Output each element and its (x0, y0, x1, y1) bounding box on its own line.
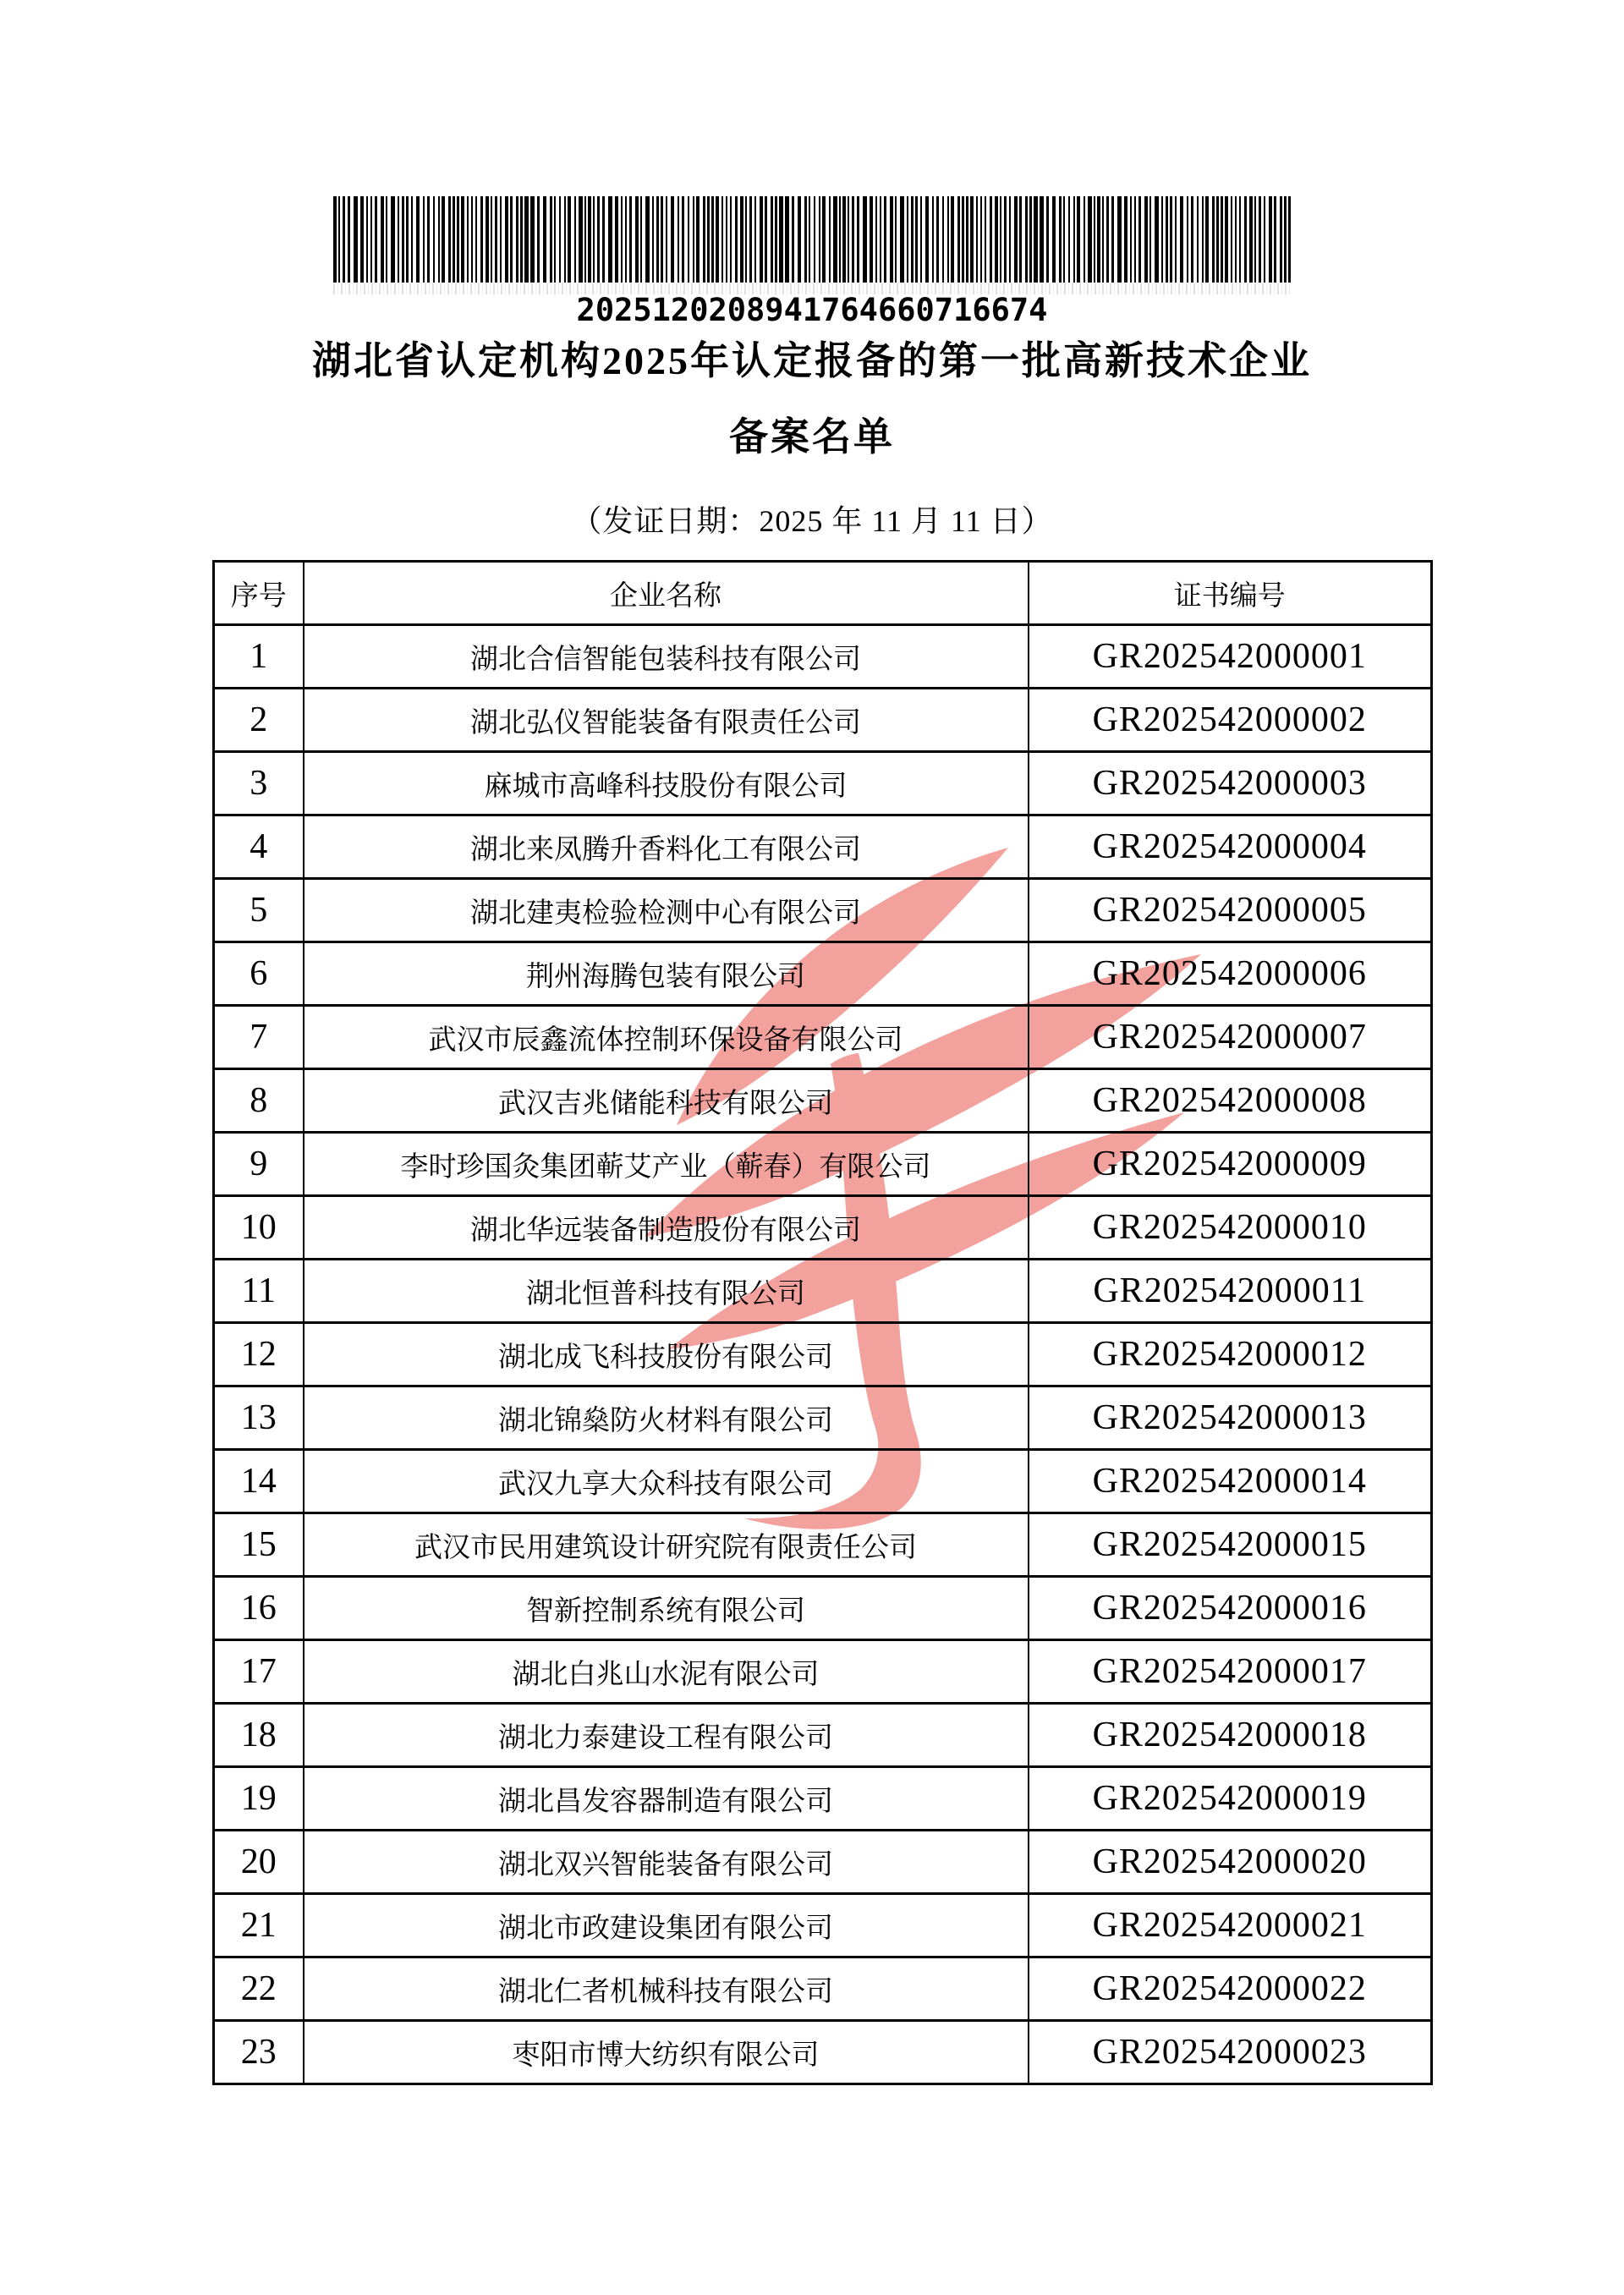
table-row (214, 1069, 1432, 1133)
row-company-name: 武汉九享大众科技有限公司 (304, 1450, 1029, 1513)
row-cert-number: GR202542000013 (1029, 1386, 1432, 1450)
row-seq: 6 (214, 942, 304, 1006)
row-seq: 7 (214, 1006, 304, 1069)
row-cert-number: GR202542000021 (1029, 1894, 1432, 1957)
header-seq: 序号 (214, 562, 304, 625)
table-row (214, 689, 1432, 752)
row-seq: 9 (214, 1133, 304, 1196)
row-company-name: 荆州海腾包装有限公司 (304, 942, 1029, 1006)
row-seq: 23 (214, 2021, 304, 2084)
row-seq: 12 (214, 1323, 304, 1386)
row-seq: 17 (214, 1640, 304, 1704)
row-company-name: 湖北锦燊防火材料有限公司 (304, 1386, 1029, 1450)
row-cert-number: GR202542000005 (1029, 879, 1432, 942)
table-row (214, 1767, 1432, 1831)
table-row (214, 1957, 1432, 2021)
row-company-name: 湖北市政建设集团有限公司 (304, 1894, 1029, 1957)
table-row (214, 625, 1432, 689)
issue-date-line: （发证日期：2025 年 11 月 11 日） (571, 504, 1053, 538)
table-row (214, 1831, 1432, 1894)
row-cert-number: GR202542000007 (1029, 1006, 1432, 1069)
row-company-name: 湖北恒普科技有限公司 (304, 1260, 1029, 1323)
table-row (214, 1513, 1432, 1577)
row-seq: 20 (214, 1831, 304, 1894)
barcode-scan-noise (333, 283, 1291, 294)
row-company-name: 湖北力泰建设工程有限公司 (304, 1704, 1029, 1767)
row-company-name: 枣阳市博大纺织有限公司 (304, 2021, 1029, 2084)
table-row (214, 1386, 1432, 1450)
row-seq: 13 (214, 1386, 304, 1450)
table-row (214, 2021, 1432, 2084)
barcode-number: 2025120208941764660716674 (576, 292, 1048, 328)
row-cert-number: GR202542000012 (1029, 1323, 1432, 1386)
row-cert-number: GR202542000004 (1029, 815, 1432, 879)
row-cert-number: GR202542000010 (1029, 1196, 1432, 1260)
row-cert-number: GR202542000016 (1029, 1577, 1432, 1640)
row-company-name: 湖北成飞科技股份有限公司 (304, 1323, 1029, 1386)
barcode-image (333, 196, 1291, 283)
table-row (214, 1133, 1432, 1196)
row-seq: 22 (214, 1957, 304, 2021)
row-cert-number: GR202542000011 (1029, 1260, 1432, 1323)
row-seq: 18 (214, 1704, 304, 1767)
page-title-line2: 备案名单 (729, 415, 895, 458)
row-seq: 21 (214, 1894, 304, 1957)
table-row (214, 1894, 1432, 1957)
row-seq: 2 (214, 689, 304, 752)
row-company-name: 湖北弘仪智能装备有限责任公司 (304, 689, 1029, 752)
barcode-block (333, 196, 1291, 327)
row-seq: 10 (214, 1196, 304, 1260)
row-seq: 19 (214, 1767, 304, 1831)
row-cert-number: GR202542000019 (1029, 1767, 1432, 1831)
row-company-name: 湖北双兴智能装备有限公司 (304, 1831, 1029, 1894)
table-row (214, 1450, 1432, 1513)
row-cert-number: GR202542000003 (1029, 752, 1432, 815)
table-row (214, 879, 1432, 942)
row-company-name: 湖北合信智能包装科技有限公司 (304, 625, 1029, 689)
row-seq: 11 (214, 1260, 304, 1323)
row-cert-number: GR202542000022 (1029, 1957, 1432, 2021)
row-company-name: 李时珍国灸集团蕲艾产业（蕲春）有限公司 (304, 1133, 1029, 1196)
row-company-name: 智新控制系统有限公司 (304, 1577, 1029, 1640)
row-company-name: 湖北建夷检验检测中心有限公司 (304, 879, 1029, 942)
row-cert-number: GR202542000014 (1029, 1450, 1432, 1513)
table-row (214, 752, 1432, 815)
row-cert-number: GR202542000002 (1029, 689, 1432, 752)
row-company-name: 湖北仁者机械科技有限公司 (304, 1957, 1029, 2021)
table-row (214, 942, 1432, 1006)
table-row (214, 1260, 1432, 1323)
row-cert-number: GR202542000001 (1029, 625, 1432, 689)
row-cert-number: GR202542000015 (1029, 1513, 1432, 1577)
row-seq: 1 (214, 625, 304, 689)
row-cert-number: GR202542000006 (1029, 942, 1432, 1006)
table-row (214, 815, 1432, 879)
table-row (214, 1577, 1432, 1640)
enterprise-table (212, 560, 1433, 2085)
table-header-row (214, 562, 1432, 625)
row-company-name: 武汉市民用建筑设计研究院有限责任公司 (304, 1513, 1029, 1577)
row-company-name: 湖北来凤腾升香料化工有限公司 (304, 815, 1029, 879)
table-row (214, 1704, 1432, 1767)
table-row (214, 1640, 1432, 1704)
row-seq: 5 (214, 879, 304, 942)
table-row (214, 1196, 1432, 1260)
row-company-name: 武汉吉兆储能科技有限公司 (304, 1069, 1029, 1133)
page-title-line1: 湖北省认定机构2025年认定报备的第一批高新技术企业 (312, 339, 1312, 382)
table-row (214, 1323, 1432, 1386)
row-seq: 4 (214, 815, 304, 879)
row-seq: 15 (214, 1513, 304, 1577)
row-company-name: 湖北白兆山水泥有限公司 (304, 1640, 1029, 1704)
row-company-name: 麻城市高峰科技股份有限公司 (304, 752, 1029, 815)
header-cert: 证书编号 (1029, 562, 1432, 625)
row-cert-number: GR202542000008 (1029, 1069, 1432, 1133)
row-seq: 16 (214, 1577, 304, 1640)
row-seq: 8 (214, 1069, 304, 1133)
row-company-name: 武汉市辰鑫流体控制环保设备有限公司 (304, 1006, 1029, 1069)
row-company-name: 湖北华远装备制造股份有限公司 (304, 1196, 1029, 1260)
row-cert-number: GR202542000018 (1029, 1704, 1432, 1767)
row-cert-number: GR202542000017 (1029, 1640, 1432, 1704)
row-seq: 14 (214, 1450, 304, 1513)
row-cert-number: GR202542000023 (1029, 2021, 1432, 2084)
table-row (214, 1006, 1432, 1069)
header-name: 企业名称 (304, 562, 1029, 625)
row-seq: 3 (214, 752, 304, 815)
row-cert-number: GR202542000009 (1029, 1133, 1432, 1196)
row-company-name: 湖北昌发容器制造有限公司 (304, 1767, 1029, 1831)
row-cert-number: GR202542000020 (1029, 1831, 1432, 1894)
